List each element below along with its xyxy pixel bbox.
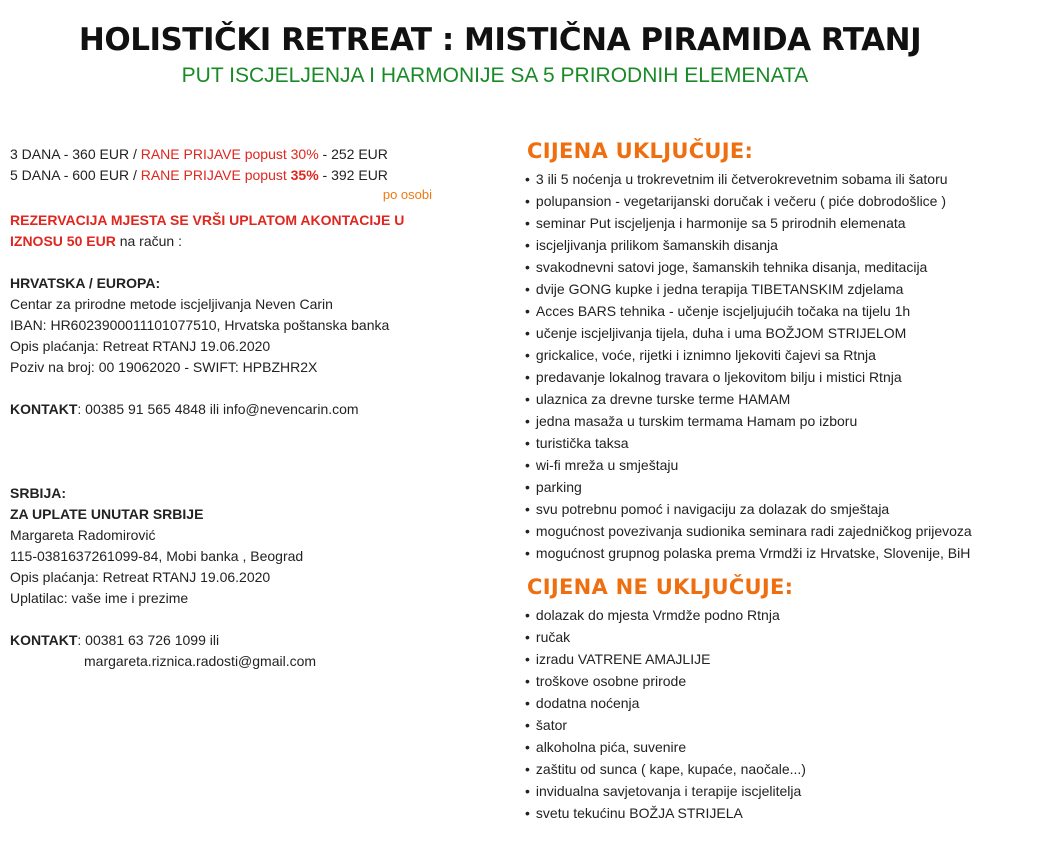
price-details-column — [525, 140, 1060, 824]
croatia-heading: HRVATSKA / EUROPA: — [10, 275, 161, 291]
list-item: • turistička taksa — [525, 432, 1060, 454]
payment-info-column — [10, 144, 440, 672]
croatia-reference: Poziv na broj: 00 19062020 - SWIFT: HPBZHR2X — [10, 359, 318, 375]
list-item: • jedna masaža u turskim termama Hamam po izboru — [525, 410, 1060, 432]
list-item: • dvije GONG kupke i jedna terapija TIBETANSKIM zdjelama — [525, 278, 1060, 300]
serbia-account: 115-0381637261099-84, Mobi banka , Beograd — [10, 548, 304, 564]
page-subtitle: PUT ISCJELJENJA I HARMONIJE SA 5 PRIRODNIH ELEMENATA — [181, 64, 809, 87]
price-5-days-base: 5 DANA - 600 EUR / — [10, 167, 141, 183]
list-item: • troškove osobne prirode — [525, 670, 1060, 692]
list-item: • ulaznica za drevne turske terme HAMAM — [525, 388, 1060, 410]
list-item: • 3 ili 5 noćenja u trokrevetnim ili četverokrevetnim sobama ili šatoru — [525, 168, 1060, 190]
reservation-notice: REZERVACIJA MJESTA SE VRŠI UPLATOM AKONTACIJE U — [10, 212, 405, 228]
croatia-contact-value: : 00385 91 565 4848 ili info@nevencarin.com — [77, 401, 359, 417]
list-item: • parking — [525, 476, 1060, 498]
includes-list — [525, 168, 1060, 564]
price-3-days — [10, 144, 440, 165]
croatia-contact — [10, 399, 440, 420]
list-item: • iscjeljivanja prilikom šamanskih disanja — [525, 234, 1060, 256]
croatia-payment-desc: Opis plaćanja: Retreat RTANJ 19.06.2020 — [10, 338, 271, 354]
serbia-contact-email: margareta.riznica.radosti@gmail.com — [84, 653, 317, 669]
list-item: • Acces BARS tehnika - učenje iscjeljujućih točaka na tijelu 1h — [525, 300, 1060, 322]
list-item: • seminar Put iscjeljenja i harmonije sa 5 prirodnih elemenata — [525, 212, 1060, 234]
serbia-heading: SRBIJA: — [10, 485, 67, 501]
list-item: • šator — [525, 714, 1060, 736]
list-item: • alkoholna pića, suvenire — [525, 736, 1060, 758]
excludes-heading: CIJENA NE UKLJUČUJE: — [527, 575, 794, 599]
list-item: • grickalice, voće, rijetki i iznimno ljekoviti čajevi sa Rtnja — [525, 344, 1060, 366]
list-item: • predavanje lokalnog travara o ljekovitom bilju i mistici Rtnja — [525, 366, 1060, 388]
serbia-recipient: Margareta Radomirović — [10, 527, 156, 543]
price-5-days-percent: 35% — [290, 167, 319, 183]
serbia-subheading: ZA UPLATE UNUTAR SRBIJE — [10, 506, 204, 522]
serbia-contact — [10, 630, 440, 651]
price-5-days-final: - 392 EUR — [318, 167, 388, 183]
croatia-contact-label: KONTAKT — [10, 401, 78, 417]
list-item: • učenje iscjeljivanja tijela, duha i uma BOŽJOM STRIJELOM — [525, 322, 1060, 344]
list-item: • dolazak do mjesta Vrmdže podno Rtnja — [525, 604, 1060, 626]
price-3-days-base: 3 DANA - 360 EUR / — [10, 146, 141, 162]
serbia-payer: Uplatilac: vaše ime i prezime — [10, 590, 189, 606]
page-title: HOLISTIČKI RETREAT : MISTIČNA PIRAMIDA RTANJ — [78, 22, 922, 58]
reservation-amount-rest: na račun : — [115, 233, 182, 249]
serbia-payment-desc: Opis plaćanja: Retreat RTANJ 19.06.2020 — [10, 569, 271, 585]
croatia-iban: IBAN: HR6023900011101077510, Hrvatska poštanska banka — [10, 317, 390, 333]
list-item: • mogućnost grupnog polaska prema Vrmdži iz Hrvatske, Slovenije, BiH — [525, 542, 1060, 564]
serbia-contact-value: : 00381 63 726 1099 ili — [77, 632, 220, 648]
price-3-days-final: - 252 EUR — [318, 146, 388, 162]
croatia-recipient: Centar za prirodne metode iscjeljivanja Neven Carin — [10, 296, 333, 312]
serbia-contact-label: KONTAKT — [10, 632, 78, 648]
list-item: • ručak — [525, 626, 1060, 648]
list-item: • dodatna noćenja — [525, 692, 1060, 714]
price-3-days-promo: RANE PRIJAVE popust 30% — [140, 146, 319, 162]
price-5-days — [10, 165, 440, 186]
price-5-days-promo: RANE PRIJAVE popust — [140, 167, 291, 183]
per-person-note: po osobi — [382, 187, 432, 202]
excludes-list — [525, 604, 1060, 824]
reservation-amount — [10, 231, 440, 252]
list-item: • svetu tekućinu BOŽJA STRIJELA — [525, 802, 1060, 824]
list-item: • zaštitu od sunca ( kape, kupaće, naočale...) — [525, 758, 1060, 780]
includes-heading: CIJENA UKLJUČUJE: — [527, 139, 754, 163]
list-item: • mogućnost povezivanja sudionika seminara radi zajedničkog prijevoza — [525, 520, 1060, 542]
list-item: • wi-fi mreža u smještaju — [525, 454, 1060, 476]
list-item: • izradu VATRENE AMAJLIJE — [525, 648, 1060, 670]
list-item: • svu potrebnu pomoć i navigaciju za dolazak do smještaja — [525, 498, 1060, 520]
list-item: • polupansion - vegetarijanski doručak i večeru ( piće dobrodošlice ) — [525, 190, 1060, 212]
list-item: • invidualna savjetovanja i terapije iscjelitelja — [525, 780, 1060, 802]
reservation-amount-value: IZNOSU 50 EUR — [10, 233, 116, 249]
list-item: • svakodnevni satovi joge, šamanskih tehnika disanja, meditacija — [525, 256, 1060, 278]
